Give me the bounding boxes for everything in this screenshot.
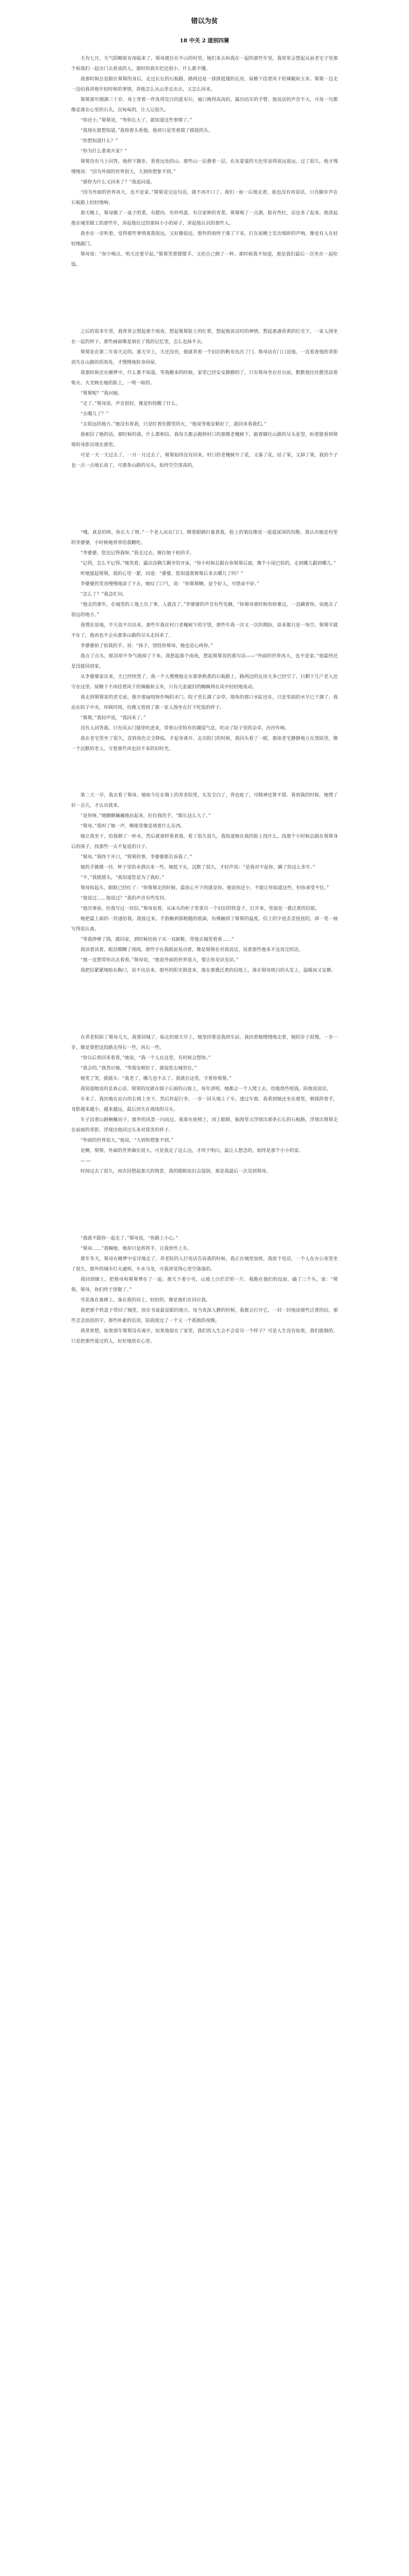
paragraph: 我坐在一旁听着，觉得那些事情离我很远，又好像很近。窗外的雨终于落了下来，打在屋檐上发出细碎的声响，像是有人在轻轻地敲门。 [71, 231, 338, 247]
chapter-heading: 18 中关 2 道别四舅 [179, 38, 230, 44]
paragraph: 那天晚上，舅母做了一桌子的菜，有腊肉、有炒鸡蛋、有自家种的青菜。舅舅喝了一点酒，脸有些红，话也多了起来。他讲起他在城里做工的那些年，讲起他住过的那间小小的屋子，讲起他认识的那些人。 [71, 211, 338, 226]
paragraph: 听她提起舅舅，我的心里一紧，问道：“婆婆，您知道我舅舅后来去哪儿了吗？” [80, 571, 243, 577]
paragraph: 李婆婆的笑容慢慢地淡了下去，她叹了口气，说：“你舅舅啊，是个好人，可惜命不好。” [80, 582, 259, 587]
paragraph: 我把信紧紧地贴在胸口，说不出话来。窗外的阳光照进来，落在那叠泛黄的信纸上，落在舅母斑白的头发上，温暖而又安静。 [80, 968, 336, 973]
section-4 [71, 790, 338, 976]
dialog-line: “他一直想带你出去看看，”舅母说，“他说外面的世界很大，要让你见识见识。” [80, 958, 239, 963]
section-5 [71, 1032, 338, 1177]
dialog-line: “他说过……他说过？”我的声音有些发抖。 [80, 896, 169, 901]
paragraph: 可是一天一天过去了，一月一月过去了，舅舅始终没有回来。村口的老槐树开了花，又落了花，结了果，又掉了果，我的个子也一点一点地长高了，可那条山路的尽头，始终空空荡荡的。 [71, 453, 338, 468]
dialog-line: “舅舅呢？”我问她。 [80, 391, 123, 396]
paragraph: 我相信了她的话。那时候的我，什么都相信。我每天都会跑到村口的那棵老槐树下，踮着脚往山路的尽头张望，盼着能看到舅舅的身影出现在那里。 [71, 432, 338, 448]
dash-separator: —— [80, 1159, 92, 1164]
paragraph: 车子沿着山路蜿蜒而下，窗外的风景一闪而过。我靠在座椅上，闭上眼睛，脑海里又浮现出那条长长的石板路，浮现出舅舅走在前面的背影，浮现出他回过头来对我笑的样子。 [71, 1117, 338, 1133]
paragraph: 舅母抬起头，眼眶已经红了：“你舅舅走的时候，最放心不下的就是你。他说你还小，不能让你知道这些，怕你承受不住。” [80, 886, 329, 891]
paragraph: 我常常想，如果那年舅舅没有离开，如果他留在了家里，我们的人生会不会是另一个样子？可是人生没有如果，我们能做的，只是把那些爱过的人，好好地放在心里。 [71, 1329, 338, 1344]
paragraph: 她的手微微一抖，杯子里的水洒出来一些。她低下头，沉默了很久，才轻声说：“是我对不起你，瞒了你这么多年。” [80, 865, 315, 870]
paragraph: 舅舅那年刚满三十岁，身上穿着一件洗得发白的蓝布衫，袖口挽得高高的，露出结实的手臂。他说话的声音不大，可每一句都像是落在心里的石头，沉甸甸的，让人记很久。 [71, 97, 338, 113]
paragraph: 雪花落在墓碑上，落在我的肩上，轻轻的，像是他们在回应我。 [80, 1298, 211, 1303]
dialog-line: “你想知道什么？” [80, 139, 118, 144]
paragraph: 她把最上面的一封递给我。我接过来，手指触到那粗糙的纸面，仿佛触到了舅舅的温度。信上的字迹歪歪扭扭的，却一笔一画写得很认真。 [71, 917, 338, 932]
paragraph: 舅母说：“你少喝点，明天还要早起。”舅舅笑着摆摆手，又给自己倒了一杯。那时候我不知道，那是我们最后一次坐在一起吃饭。 [71, 252, 338, 267]
dialog-line: “去很远的地方。”她没有看我，只是盯着灶膛里的火，“他说等他安顿好了，就回来看我们。” [80, 422, 267, 427]
dialog-line: “那你为什么又回来了？”我追问道。 [80, 180, 155, 185]
section-divider [71, 1177, 338, 1233]
paragraph: 我点了点头，眼泪却不争气地掉了下来。我想起那个雨夜，想起舅舅说的那句话——“外面的世界再大，也不是家。”他最终还是没能回到家。 [71, 654, 338, 669]
paragraph: 车来了。我扶她在站台的长椅上坐下，然后拎起行李，一步一回头地上了车。透过车窗，我看到她还坐在那里，朝我挥着手，身影越来越小，越来越远，最后消失在视线的尽头。 [71, 1097, 338, 1112]
dialog-line: “李婆婆，您还记得我呀。”我走过去，握住她干枯的手。 [80, 551, 194, 556]
paragraph: 在养老院陪了舅母几天，我要回城了。临走的那天早上，她坚持要送我到车站。我扶着她慢慢地走着，她的步子很慢，一步一步，像是要把这段路走得长一些，再长一些。 [71, 1035, 338, 1050]
dialog-line: “舅舅，”我轻声说，“我回来了。” [80, 716, 146, 721]
paragraph: 我愣在原地，半天说不出话来。那些年我在村口老槐树下的守望，那些年我一次又一次的期盼，原来都只是一场空。舅舅早就不在了，他再也不会从那条山路的尽头走回来了。 [71, 623, 338, 638]
document-title: 错以为贫 [191, 18, 218, 25]
dialog-line: “怎么了？”我急忙问。 [80, 592, 127, 597]
dialog-line: “是你呀，”她颤颤巍巍地站起来，拉住我的手，“都长这么大了。” [80, 814, 211, 819]
paragraph: “哦，真是的呀，你长大了呀。”一个老人站在门口，眯着眼睛打量着我，脸上的皱纹像是一道道深深的沟壑。我认出她是村里的李婆婆，小时候她常常给我糖吃。 [71, 530, 338, 546]
dialog-line: “外面的世界很大，”他说，“大到你想象不到。” [80, 1138, 174, 1143]
paragraph: 我那时候总是跟在舅舅的身后，走过长长的石板路，路两边是一排排低矮的瓦房，屋檐下挂着风干的辣椒和玉米。舅舅一边走一边给我讲他年轻时候的事情，讲他怎么从山里走出去，又怎么回来。 [71, 77, 338, 92]
dialog-line: “舅母，”我终于开口，“舅舅的事，李婆婆都告诉我了。” [80, 855, 192, 860]
dialog-line: “舅母。”我叫了她一声，喉咙里像是堵着什么东西。 [80, 824, 185, 829]
paragraph: 我走到舅舅家的老宅前，推开那扇吱呀作响的木门。院子里长满了杂草，墙角的那口水缸还在，只是里面的水早已干涸了。我站在院子中央，环顾四周，仿佛又看到了那一家人围坐在灯下吃饭的样子。 [71, 695, 338, 710]
dialog-line: “我就不跟你一起走了，”舅母说，“你路上小心。” [80, 1236, 178, 1241]
dialog-line: “我现在就想知道。”我仰着头看他，他却只是笑着摸了摸我的头。 [80, 128, 213, 133]
dialog-line: “你以后常回来看看，”她说，“我一个人在这里，有时候会想你。” [80, 1056, 211, 1061]
paragraph: 时间过去了很久，再次回想起那天的情景，我的眼眶依旧会湿润。那是我最后一次见到舅母。 [80, 1169, 271, 1174]
section-divider [71, 270, 338, 327]
paragraph: 舅舅没有马上回答，他停下脚步，看着远处的山。那些山一层叠着一层，在灰蒙蒙的天色里显得很远很远。过了很久，他才慢慢地说：“因为外面的世界很大，大到你想象不到。” [71, 159, 338, 175]
paragraph: 没有人回答我。只有风从门缝里吹进来，带着山里特有的潮湿气息，吹动了院子里的杂草，沙沙作响。 [80, 726, 290, 731]
section-2 [71, 327, 338, 471]
section-divider [71, 471, 338, 528]
section-3 [71, 528, 338, 754]
paragraph: 那年冬天，舅母在睡梦中安详地走了。养老院的人打电话告诉我的时候，我正在城里加班。我放下电话，一个人在办公室里坐了很久，窗外的城市灯火通明，车水马龙，可我却觉得心里空落落的。 [71, 1257, 338, 1272]
paragraph: “他走的那年，在城里的工地上出了事，人就没了。”李婆婆的声音有些发颤，“你舅母那时候怕你难过，一直瞒着你，说他去了很远的地方。” [71, 602, 338, 618]
section-6 [71, 1233, 338, 1347]
paragraph: “记得，怎么不记得。”她笑着，露出没剩几颗牙的牙床，“你小时候总跟在你舅舅后面，像个小尾巴似的，走到哪儿跟到哪儿。” [80, 561, 336, 566]
section-1 [71, 54, 338, 270]
dialog-line: “去哪儿了？” [80, 412, 109, 417]
paragraph: 天有七月，天气阴晦欲有雨临来了，舅母就住在半山的村里。她们来去和我在一起的那些年里，我常常会想起从前老宅子里那个和我们一起出门去看戏的人，那时的我年纪还很小，什么都不懂。 [71, 56, 338, 72]
paragraph: 她让我坐下，给我倒了一杯水，然后就那样看着我，看了很久很久。我知道她在我的脸上找什么，找那个小时候总跟在舅舅身后的孩子，找那些一去不复返的日子。 [71, 834, 338, 850]
dialog-line: “走了。”舅母说，声音很轻，像是怕惊醒了什么。 [80, 401, 181, 406]
paragraph: “因为外面的世界再大，也不是家。”舅舅说完这句话，就不再开口了。我们一前一后地走着，谁也没有再说话，只有脚步声在石板路上轻轻地响。 [71, 190, 338, 206]
section-divider [71, 976, 338, 1032]
dialog-line: “我会的。”我答应她，“等我安顿好了，就接您去城里住。” [80, 1066, 197, 1071]
paragraph: 从李婆婆家出来，天已经快黑了。我一个人慢慢地走在那条熟悉的石板路上，路两边的瓦房大多已经空了，只剩下几户老人还守在这里。屋檐下不再挂着风干的辣椒和玉米，只有几张破旧的蜘蛛网在风中轻轻地晃动。 [71, 674, 338, 690]
dialog-line: “你为什么要离开家？” [80, 149, 127, 154]
dialog-line: “等我挣够了钱，就回家。到时候给孩子买一双新鞋，带他去城里看看……” [80, 937, 234, 942]
paragraph: 我读着读着，眼泪模糊了视线。那些字在我眼前晃动着，像是舅舅在对我说话，说着那些他来不及说完的话。 [80, 947, 304, 953]
paragraph: 我在老宅里坐了很久，直到夜色完全降临，才起身离开。走出院门的时候，我回头看了一眼，那座老宅静静地立在黑暗里，像一个沉默的老人，守着那些再也回不来的旧时光。 [71, 736, 338, 752]
paragraph: 是啊，舅舅，外面的世界确实很大。可是我走了这么远，才终于明白，最让人想念的，始终是那个小小的家。 [80, 1148, 304, 1154]
dialog-line: 李婆婆拍了拍我的手，说：“孩子，别怪你舅母，她也是心疼你。” [80, 643, 213, 649]
paragraph: 我把那个铁盒子带回了城里，放在书桌最显眼的地方。每当夜深人静的时候，我都会打开它，一封一封地读那些泛黄的信。那些歪歪扭扭的字，那些朴素的话语，陪我度过了一个又一个孤独的夜晚。 [71, 1308, 338, 1324]
paragraph: 我知道她说的是真心话。舅舅的坟就在镇子后面的山坡上，每年清明，她都会一个人爬上去，给他烧些纸钱，陪他说说话。 [80, 1087, 332, 1092]
dialog-line: “你还小，”舅舅说，“等你长大了，就知道这些事情了。” [80, 118, 192, 123]
dialog-line: 她笑了笑，摇摇头：“我老了，哪儿也不去了。我就在这里，守着你舅舅。” [80, 1076, 232, 1081]
paragraph: 之后的很多年里，我常常会想起那个雨夜。想起舅舅脸上的红晕，想起他说话时的神情，想起那盏昏黄的灯光下，一家人围坐在一起的样子。那些画面像是刻在了我的记忆里，怎么也抹不去。 [71, 329, 338, 345]
dialog-line: “舅母……”我喊她，她却只是挥挥手，让我快些上车。 [80, 1246, 192, 1251]
paragraph: 我那时候还在睡梦中，什么都不知道。等我醒来的时候，家里已经安安静静的了，只有舅母坐在灶台前，默默地往灶膛里添着柴火。火光映在她的脸上，一明一暗的。 [71, 370, 338, 386]
paragraph: 我回到镇上，把舅母和舅舅葬在了一起。那天下着小雪，山坡上白茫茫的一片。我跪在他们的坟前，磕了三个头，说：“舅舅，舅母，你们终于团聚了。” [71, 1277, 338, 1293]
paragraph: 舅舅是在第二年春天走的。那天早上，天还没亮，他就背着一个旧旧的帆布包出了门。舅母站在门口送他，一直看着他的背影消失在山路的拐角处，才慢慢地转身回屋。 [71, 350, 338, 365]
paragraph: “他出事前，给我写过一封信。”舅母说着，从床头的柜子里拿出一个旧旧的铁盒子，打开来，里面是一叠泛黄的信纸。 [80, 906, 320, 911]
paragraph: 第二天一早，我去看了舅母。她如今住在镇上的养老院里，头发全白了，背也驼了，可精神还算不错。看到我的时候，她愣了好一会儿，才认出我来。 [71, 793, 338, 808]
dialog-line: “不，”我摇摇头，“我知道您是为了我好。” [80, 875, 165, 880]
section-divider [71, 754, 338, 790]
